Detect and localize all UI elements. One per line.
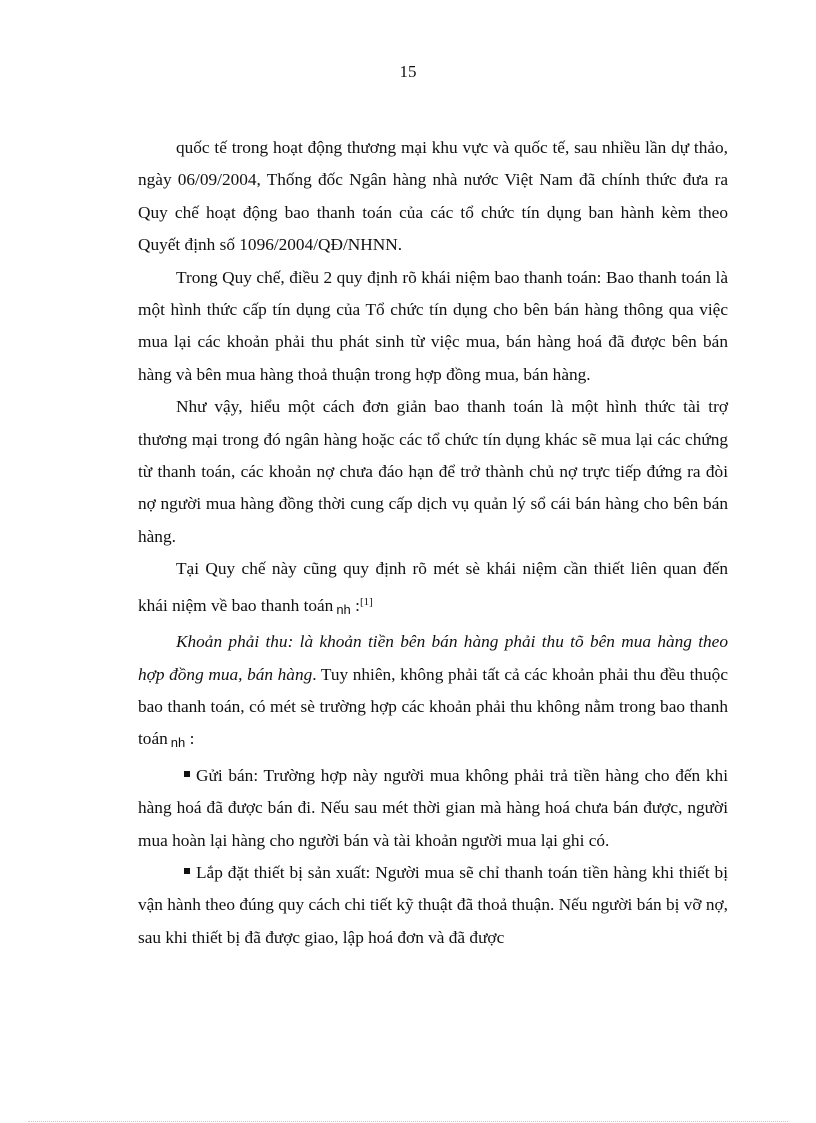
square-bullet-icon — [184, 771, 190, 777]
paragraph-4 — [138, 553, 728, 626]
paragraph-4-colon: : — [355, 595, 360, 615]
paragraph-5-text: . Tuy nhiên, không phải tất cả các khoản phải thu đều thuộc bao thanh toán, có mét sè trường hợp các khoản phải thu không nằm trong bao thanh toán — [138, 664, 728, 749]
paragraph-2: Trong Quy chế, điều 2 quy định rõ khái niệm bao thanh toán: Bao thanh toán là một hình thức cấp tín dụng của Tổ chức tín dụng cho bên bán hàng thông qua việc mua lại các khoản phải thu phát sinh từ việc mua, bán hàng hoá đã được bên bán hàng và bên mua hàng thoả thuận trong hợp đồng mua, bán hàng. — [138, 267, 728, 384]
bullet-item-1-text: Gửi bán: Trường hợp này người mua không phải trả tiền hàng cho đến khi hàng hoá đã được bán đi. Nếu sau mét thời gian mà hàng hoá chưa bán được, người mua hoàn lại hàng cho người bán và tài khoản người mua lại ghi có. — [138, 765, 728, 850]
bullet-item-2 — [138, 857, 728, 954]
paragraph-4-text: Tại Quy chế này cũng quy định rõ mét sè khái niệm cần thiết liên quan đến khái niệm về bao thanh toán — [138, 559, 728, 615]
bullet-item-1 — [138, 760, 728, 857]
bullet-item-2-text: Lắp đặt thiết bị sản xuất: Người mua sẽ chỉ thanh toán tiền hàng khi thiết bị vận hành theo đúng quy cách chi tiết kỹ thuật đã thoả thuận. Nếu người bán bị vỡ nợ, sau khi thiết bị đã được giao, lập hoá đơn và đã được — [138, 862, 728, 947]
paragraph-3: Như vậy, hiểu một cách đơn giản bao thanh toán là một hình thức tài trợ thương mại trong đó ngân hàng hoặc các tổ chức tín dụng khác sẽ mua lại các chứng từ thanh toán, các khoản nợ chưa đáo hạn để trở thành chủ nợ trực tiếp đứng ra đòi nợ người mua hàng đồng thời cung cấp dịch vụ quản lý sổ cái bán hàng cho bên bán hàng. — [138, 397, 728, 546]
page-bottom-rule — [28, 1121, 788, 1122]
paragraph-1: quốc tế trong hoạt động thương mại khu vực và quốc tế, sau nhiều lần dự thảo, ngày 06/09/2004, Thống đốc Ngân hàng nhà nước Việt Nam đã chính thức đưa ra Quy chế hoạt động bao thanh toán của các tổ chức tín dụng ban hành kèm theo Quyết định số 1096/2004/QĐ/NHNN. — [138, 138, 728, 255]
square-bullet-icon — [184, 868, 190, 874]
paragraph-5 — [138, 626, 728, 760]
page-number: 15 — [399, 62, 417, 81]
receivable-definition: Khoản phải thu: là khoản tiền bên bán hàng phải thu tõ bên mua hàng theo hợp đồng mua, bán hàng — [138, 632, 728, 684]
citation-marker: [1] — [359, 595, 373, 608]
paragraph-5-subscript: nh — [170, 735, 186, 751]
paragraph-4-subscript: nh — [336, 601, 351, 617]
document-body — [138, 132, 728, 954]
paragraph-5-colon: : — [189, 729, 195, 749]
